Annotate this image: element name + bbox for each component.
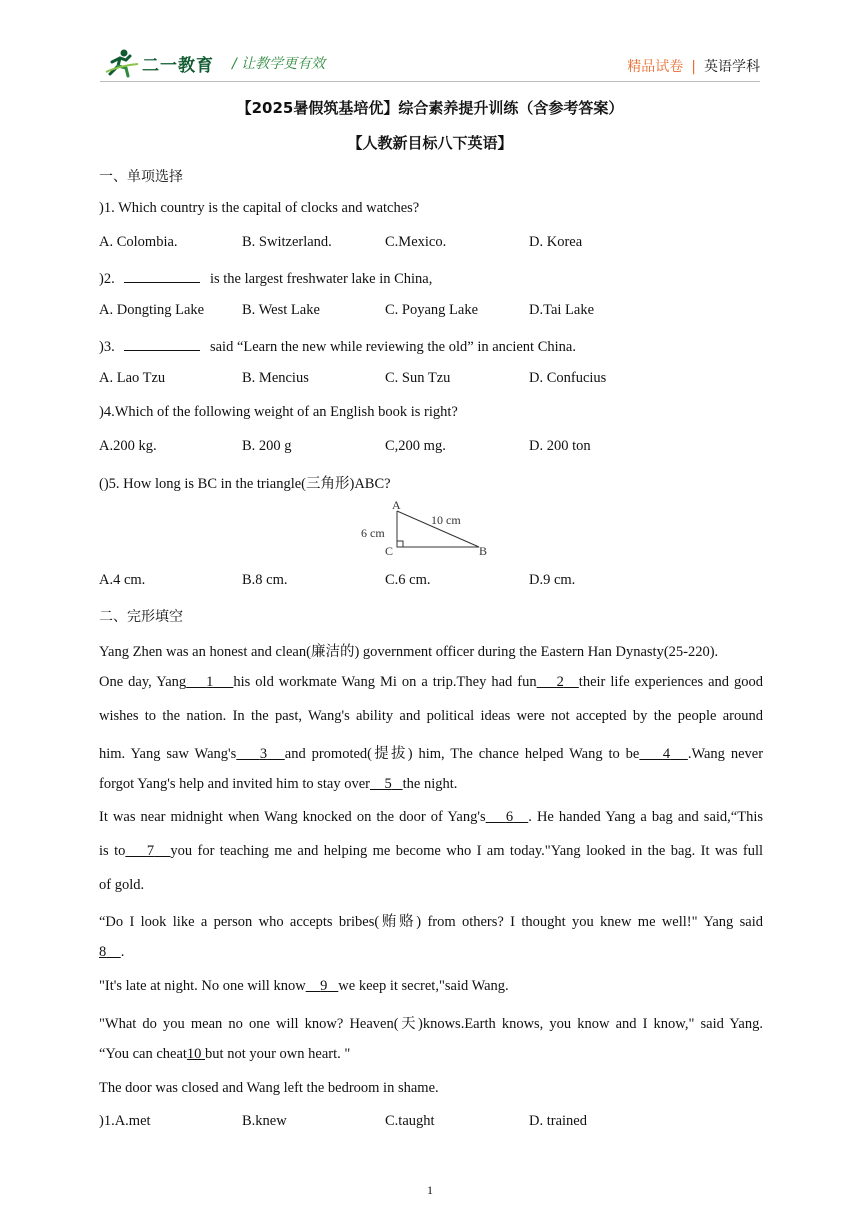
logo bbox=[104, 48, 325, 78]
triangle-figure bbox=[357, 497, 493, 559]
option: B. Mencius bbox=[242, 370, 309, 386]
blank-number: 10 bbox=[186, 1046, 202, 1062]
cloze-blank-8 bbox=[99, 944, 121, 960]
option: D.Tai Lake bbox=[529, 302, 595, 318]
blank-number: 8 bbox=[99, 944, 107, 960]
cloze-blank-5 bbox=[370, 776, 403, 792]
option: D. Confucius bbox=[529, 370, 607, 386]
option: A. Dongting Lake bbox=[99, 302, 205, 318]
blank-number: 1 bbox=[206, 674, 214, 690]
passage-line: "What do you mean no one will know? Heaven(天)knows.Earth knows, you know and I know," said Yang. bbox=[99, 1016, 763, 1032]
page-header bbox=[100, 48, 760, 80]
passage-line: “Do I look like a person who accepts bribes(贿赂) from others? I thought you knew me well!" Yang said bbox=[99, 914, 763, 930]
passage-line: Yang Zhen was an honest and clean(廉洁的) government officer during the Eastern Han Dynasty(25-220). bbox=[99, 644, 719, 660]
passage-text: the night. bbox=[402, 776, 458, 792]
question-5: ()5. How long is BC in the triangle(三角形)ABC? bbox=[99, 476, 391, 492]
section-heading-2: 二、完形填空 bbox=[99, 609, 183, 625]
blank-number: 5 bbox=[384, 776, 392, 792]
question-2-text: is the largest freshwater lake in China, bbox=[209, 271, 433, 287]
passage-text: and promoted(提拔) him, The chance helped Wang to be bbox=[284, 746, 640, 762]
question-2-number: )2. bbox=[99, 271, 115, 287]
cloze-blank-1 bbox=[186, 674, 233, 690]
passage-text: “You can cheat bbox=[99, 1046, 187, 1062]
passage-text: "It's late at night. No one will know bbox=[99, 978, 306, 994]
option: C.taught bbox=[385, 1113, 435, 1129]
answer-blank bbox=[124, 268, 200, 283]
option: C,200 mg. bbox=[385, 438, 446, 454]
option: C.6 cm. bbox=[385, 572, 431, 588]
cloze-blank-2 bbox=[537, 674, 579, 690]
header-label-premium: 精品试卷 bbox=[627, 59, 684, 75]
option: D.9 cm. bbox=[529, 572, 576, 588]
passage-text: you for teaching me and helping me become who I am today."Yang looked in the bag. It was full bbox=[170, 843, 763, 859]
side-ab-length: 10 cm bbox=[431, 513, 461, 527]
vertex-b-label: B bbox=[479, 544, 488, 558]
option: C. Poyang Lake bbox=[385, 302, 479, 318]
passage-text: we keep it secret,"said Wang. bbox=[338, 978, 509, 994]
question-2 bbox=[99, 268, 432, 288]
passage-text: is to bbox=[99, 843, 126, 859]
passage-text: him. Yang saw Wang's bbox=[99, 746, 237, 762]
question-3-text: said “Learn the new while reviewing the old” in ancient China. bbox=[209, 339, 576, 355]
passage-text: It was near midnight when Wang knocked on the door of Yang's bbox=[99, 809, 486, 825]
option: C.Mexico. bbox=[385, 234, 447, 250]
option: B. West Lake bbox=[242, 302, 320, 318]
passage-line bbox=[99, 674, 763, 691]
passage-line bbox=[99, 843, 763, 860]
vertex-c-label: C bbox=[385, 544, 394, 558]
blank-number: 4 bbox=[662, 746, 671, 762]
passage-line: wishes to the nation. In the past, Wang's ability and political ideas were not accepted by the people around bbox=[99, 708, 763, 724]
question-1: )1. Which country is the capital of clocks and watches? bbox=[99, 200, 420, 216]
option: D. Korea bbox=[529, 234, 583, 250]
passage-line bbox=[99, 1046, 350, 1063]
blank-number: 3 bbox=[259, 746, 268, 762]
passage-line bbox=[99, 944, 124, 961]
header-separator: | bbox=[691, 59, 696, 75]
passage-line: of gold. bbox=[99, 877, 145, 893]
right-angle-mark bbox=[397, 541, 403, 547]
option: B.8 cm. bbox=[242, 572, 288, 588]
option: B.knew bbox=[242, 1113, 287, 1129]
option: )1.A.met bbox=[99, 1113, 151, 1129]
page-number: 1 bbox=[427, 1183, 433, 1197]
cloze-blank-3 bbox=[236, 746, 284, 762]
side-ac-length: 6 cm bbox=[361, 526, 385, 540]
blank-number: 9 bbox=[320, 978, 328, 994]
passage-line bbox=[99, 978, 509, 995]
cloze-blank-10 bbox=[187, 1046, 205, 1062]
passage-line bbox=[99, 809, 763, 826]
question-4: )4.Which of the following weight of an English book is right? bbox=[99, 404, 458, 420]
question-3 bbox=[99, 336, 576, 356]
passage-text: but not your own heart. " bbox=[205, 1046, 351, 1062]
option: A. Colombia. bbox=[99, 234, 178, 250]
passage-text: One day, Yang bbox=[99, 674, 187, 690]
cloze-blank-9 bbox=[306, 978, 339, 994]
blank-number: 2 bbox=[556, 674, 564, 690]
passage-text: forgot Yang's help and invited him to stay over bbox=[99, 776, 370, 792]
option: B. 200 g bbox=[242, 438, 292, 454]
passage-text: their life experiences and good bbox=[578, 674, 764, 690]
passage-text: . bbox=[120, 944, 125, 960]
passage-line bbox=[99, 776, 457, 793]
blank-number: 7 bbox=[146, 843, 155, 859]
option: A.4 cm. bbox=[99, 572, 146, 588]
option: A.200 kg. bbox=[99, 438, 157, 454]
header-divider bbox=[100, 81, 760, 82]
doc-subtitle: 【人教新目标八下英语】 bbox=[347, 134, 513, 152]
slogan: / 让教学更有效 bbox=[232, 56, 326, 72]
cloze-blank-7 bbox=[125, 843, 170, 859]
passage-line bbox=[99, 742, 763, 763]
option: D. trained bbox=[529, 1113, 587, 1129]
option: C. Sun Tzu bbox=[385, 370, 451, 386]
logo-text: 二一教育 bbox=[142, 55, 214, 76]
passage-text: his old workmate Wang Mi on a trip.They had fun bbox=[233, 674, 537, 690]
option: D. 200 ton bbox=[529, 438, 591, 454]
section-heading-1: 一、单项选择 bbox=[99, 169, 183, 185]
option: B. Switzerland. bbox=[242, 234, 332, 250]
doc-title: 【2025暑假筑基培优】综合素养提升训练（含参考答案） bbox=[236, 99, 624, 117]
passage-text: .Wang never bbox=[687, 746, 764, 762]
runner-logo-icon bbox=[104, 48, 140, 78]
cloze-blank-4 bbox=[639, 746, 687, 762]
passage-line: The door was closed and Wang left the bedroom in shame. bbox=[99, 1080, 439, 1096]
passage-text: . He handed Yang a bag and said,“This bbox=[528, 809, 764, 825]
cloze-blank-6 bbox=[486, 809, 529, 825]
vertex-a-label: A bbox=[392, 498, 401, 512]
blank-number: 6 bbox=[505, 809, 514, 825]
question-3-number: )3. bbox=[99, 339, 115, 355]
option: A. Lao Tzu bbox=[99, 370, 166, 386]
header-label-subject: 英语学科 bbox=[704, 59, 760, 75]
header-subject bbox=[627, 56, 760, 76]
answer-blank bbox=[124, 336, 200, 351]
